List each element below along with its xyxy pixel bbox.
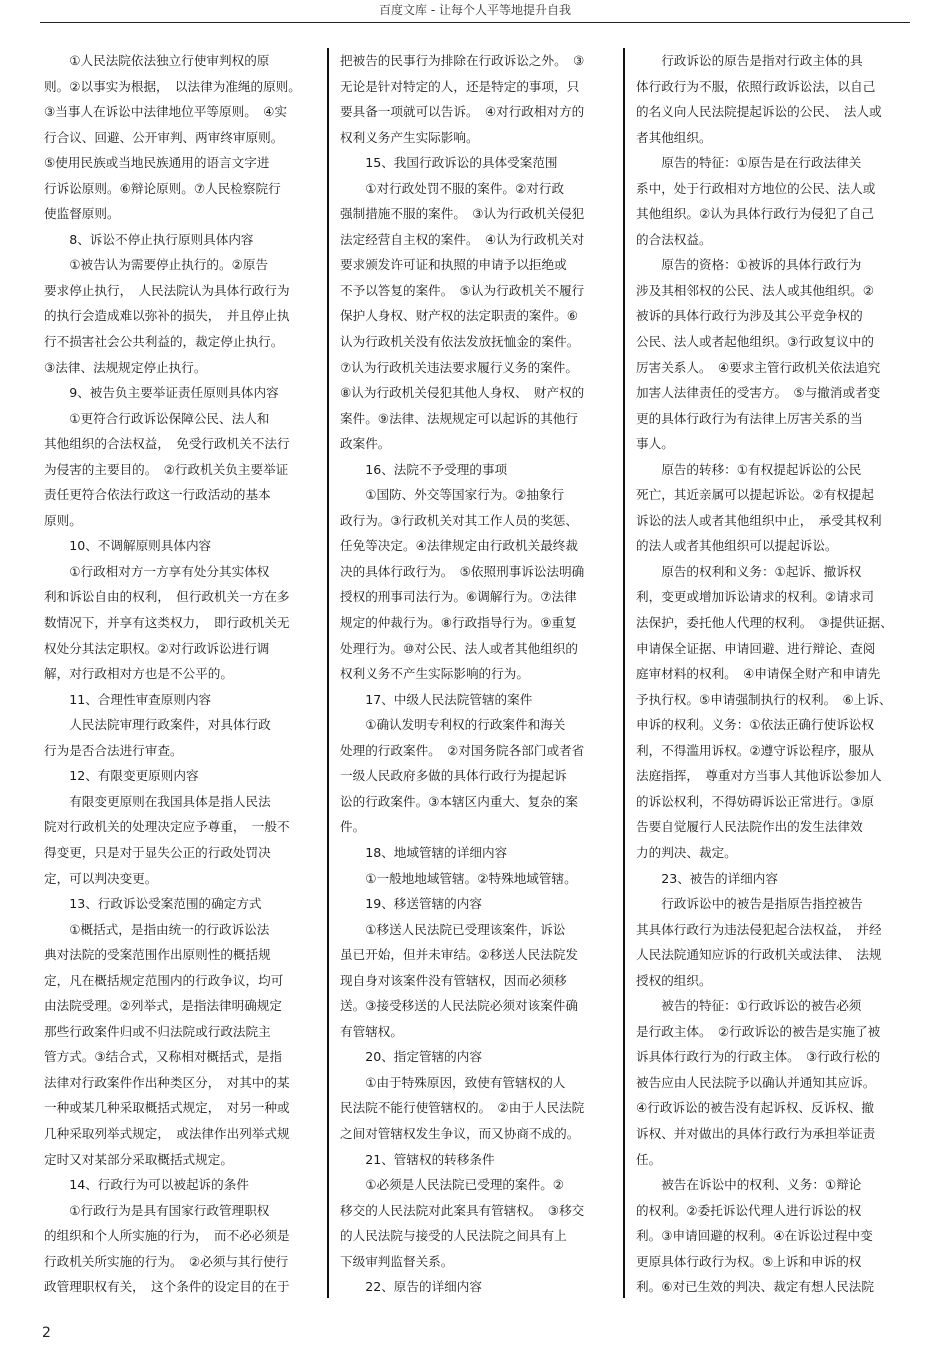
text-line: 一级人民政府多做的具体行政行为提起诉 — [340, 768, 567, 784]
text-line: 其他组织的合法权益， 免受行政机关不法行 — [44, 436, 290, 452]
text-line: 13、行政诉讼受案范围的确定方式 — [44, 896, 262, 912]
text-line: 诉权、并对做出的具体行政行为承担举证责 — [636, 1125, 876, 1141]
text-line: 行为是否合法进行审查。 — [44, 742, 183, 758]
text-line: 人民法院审理行政案件，对具体行政 — [44, 717, 271, 733]
text-line: ①人民法院依法独立行使审判权的原 — [44, 53, 270, 68]
text-line: 的执行会造成难以弥补的损失， 并且停止执 — [44, 308, 290, 324]
text-line: 10、不调解原则具体内容 — [44, 538, 212, 554]
text-line: 讼的行政案件。③本辖区内重大、复杂的案 — [340, 793, 578, 809]
text-line: 保护人身权、财产权的法定职责的案件。⑥ — [340, 308, 578, 324]
text-line: ①更符合行政诉讼保障公民、法人和 — [44, 410, 270, 426]
text-line: 17、中级人民法院管辖的案件 — [340, 691, 533, 707]
text-line: 原告的资格：①被诉的具体行政行为 — [636, 257, 862, 273]
text-line: 法律对行政案件作出种类区分， 对其中的某 — [44, 1074, 290, 1090]
text-line: 送。③接受移送的人民法院必须对该案件确 — [340, 998, 578, 1014]
text-line: 要求停止执行， 人民法院认为具体行政行为 — [44, 282, 290, 298]
text-line: 使监督原则。 — [44, 206, 120, 222]
text-line: 虽已开始，但并未审结。②移送人民法院发 — [340, 947, 578, 963]
text-line: 那些行政案件归或不归法院或行政法院主 — [44, 1023, 271, 1039]
text-line: 的名义向人民法院提起诉讼的公民、 法人或 — [636, 104, 882, 120]
text-line: ⑧认为行政机关侵犯其他人身权、 财产权的 — [340, 385, 585, 401]
text-line: 强制措施不服的案件。 ③认为行政机关侵犯 — [340, 206, 585, 222]
text-line: 管方式。③结合式，又称相对概括式，是指 — [44, 1049, 282, 1065]
text-line: 解，对行政相对方也是不公平的。 — [44, 666, 233, 682]
text-line: 18、地域管辖的详细内容 — [340, 844, 508, 860]
text-line: 有限变更原则在我国具体是指人民法 — [44, 793, 271, 809]
text-line: 规定的仲裁行为。⑧行政指导行为。⑨重复 — [340, 615, 577, 631]
text-line: 的组织和个人所实施的行为， 而不必必须是 — [44, 1228, 290, 1244]
text-line: 任免等决定。④法律规定由行政机关最终裁 — [340, 538, 578, 554]
text-line: 数情况下，并享有这类权力， 即行政机关无 — [44, 615, 290, 631]
text-line: ①国防、外交等国家行为。②抽象行 — [340, 487, 565, 503]
text-line: 21、管辖权的转移条件 — [340, 1151, 495, 1167]
text-line: 被告应由人民法院予以确认并通知其应诉。 — [636, 1074, 876, 1090]
text-line: 院对行政机关的处理决定应予尊重， 一般不 — [44, 819, 290, 835]
text-line: ①行政行为是具有国家行政管理职权 — [44, 1202, 270, 1218]
text-line: 14、行政行为可以被起诉的条件 — [44, 1177, 249, 1193]
text-line: 力的判决、裁定。 — [636, 844, 737, 860]
text-line: 申请保全证据、申请回避、进行辩论、查阅 — [636, 640, 876, 656]
text-line: 授权的刑事司法行为。⑥调解行为。⑦法律 — [340, 589, 577, 605]
text-line: 22、原告的详细内容 — [340, 1279, 482, 1295]
text-line: 被诉的具体行政行为涉及其公平竞争权的 — [636, 308, 863, 324]
text-column-3 — [636, 48, 912, 1300]
text-line: 是行政主体。 ②行政诉讼的被告是实施了被 — [636, 1023, 881, 1039]
text-line: 更的具体行政行为有法律上厉害关系的当 — [636, 410, 863, 426]
text-line: 9、被告负主要举证责任原则具体内容 — [44, 385, 279, 401]
text-line: 厉害关系人。 ④要求主管行政机关依法追究 — [636, 359, 881, 375]
text-line: ①由于特殊原因，致使有管辖权的人 — [340, 1074, 566, 1090]
text-line: 要具备一项就可以告诉。 ④对行政相对方的 — [340, 104, 585, 120]
text-line: 行合议、回避、公开审判、两审终审原则。 — [44, 129, 284, 145]
text-line: 20、指定管辖的内容 — [340, 1049, 482, 1065]
text-line: 权利义务不产生实际影响的行为。 — [340, 666, 529, 682]
text-line: 几种采取列举式规定， 或法律作出列举式规 — [44, 1125, 290, 1141]
text-line: ⑦认为行政机关违法要求履行义务的案件。 — [340, 359, 578, 375]
text-line: 19、移送管辖的内容 — [340, 896, 482, 912]
text-line: ①移送人民法院已受理该案件，诉讼 — [340, 921, 566, 937]
text-line: 的权利。②委托诉讼代理人进行诉讼的权 — [636, 1202, 862, 1218]
text-line: ③当事人在诉讼中法律地位平等原则。 ④实 — [44, 104, 287, 120]
text-line: 处理的行政案件。 ②对国务院各部门或者省 — [340, 742, 585, 758]
text-line: 加害人法律责任的受害方。 ⑤与撤消或者变 — [636, 385, 881, 401]
text-line: 利。⑥对已生效的判决、裁定有想人民法院 — [636, 1279, 874, 1295]
page-header: 百度文库 - 让每个人平等地提升自我 — [40, 0, 910, 23]
text-line: 下级审判监督关系。 — [340, 1253, 454, 1269]
text-line: 任。 — [636, 1151, 662, 1167]
text-line: 行不损害社会公共利益的，裁定停止执行。 — [44, 334, 284, 350]
text-line: 11、合理性审查原则内容 — [44, 691, 212, 707]
text-line: 予执行权。⑤申请强制执行的权利。 ⑥上诉、 — [636, 691, 892, 707]
text-line: ⑤使用民族或当地民族通用的语言文字进 — [44, 155, 270, 171]
text-line: 原告的权利和义务：①起诉、撤诉权 — [636, 563, 862, 579]
text-line: 典对法院的受案范围作出原则性的概括规 — [44, 947, 271, 963]
text-line: 的人民法院与接受的人民法院之间具有上 — [340, 1228, 567, 1244]
text-line: 要求颁发许可证和执照的申请予以拒绝或 — [340, 257, 567, 273]
text-line: 23、被告的详细内容 — [636, 870, 778, 886]
text-line: 利，变更或增加诉讼请求的权利。②请求司 — [636, 589, 874, 605]
text-line: 庭审材料的权利。 ④申请保全财产和申请先 — [636, 666, 881, 682]
text-line: 其他组织。②认为具体行政行为侵犯了自己 — [636, 206, 874, 222]
text-line: 16、法院不予受理的事项 — [340, 461, 508, 477]
text-line: 无论是针对特定的人，还是特定的事项，只 — [340, 78, 580, 94]
text-line: 原告的特征：①原告是在行政法律关 — [636, 155, 862, 171]
text-line: 认为行政机关没有依法发放抚恤金的案件。 — [340, 334, 580, 350]
text-line: ①概括式，是指由统一的行政诉讼法 — [44, 921, 270, 937]
text-line: 定，凡在概括规定范围内的行政争议，均可 — [44, 972, 284, 988]
text-line: 法庭指挥， 尊重对方当事人其他诉讼参加人 — [636, 768, 882, 784]
text-line: 事人。 — [636, 436, 674, 452]
text-line: 行诉讼原则。⑥辩论原则。⑦人民检察院行 — [44, 180, 281, 196]
text-line: 利。③申请回避的权利。④在诉讼过程中变 — [636, 1228, 873, 1244]
text-line: 诉讼的法人或者其他组织中止， 承受其权利 — [636, 512, 882, 528]
text-line: ④行政诉讼的被告没有起诉权、反诉权、撤 — [636, 1100, 874, 1116]
text-line: 权利义务产生实际影响。 — [340, 129, 479, 145]
text-line: 的诉讼权利，不得妨碍诉讼正常进行。③原 — [636, 793, 874, 809]
text-line: 行政诉讼中的被告是指原告指控被告 — [636, 896, 863, 912]
text-line: 告要自觉履行人民法院作出的发生法律效 — [636, 819, 863, 835]
text-line: 定时又对某部分采取概括式规定。 — [44, 1151, 233, 1167]
text-line: 件。 — [340, 819, 366, 835]
text-line: 法保护，委托他人代理的权利。 ③提供证据、 — [636, 615, 893, 631]
column-divider — [623, 48, 625, 1298]
text-line: 被告的特征：①行政诉讼的被告必须 — [636, 998, 862, 1014]
page-number: 2 — [42, 1325, 51, 1341]
text-line: 定，可以判决变更。 — [44, 870, 158, 886]
text-line: 申诉的权利。义务：①依法正确行使诉讼权 — [636, 717, 874, 733]
text-column-2 — [340, 48, 616, 1300]
text-line: 系中，处于行政相对方地位的公民、法人或 — [636, 180, 876, 196]
text-line: 的法人或者其他组织可以提起诉讼。 — [636, 538, 838, 554]
text-line: 诉具体行政行为的行政主体。 ③行政行松的 — [636, 1049, 881, 1065]
text-line: 政案件。 — [340, 436, 391, 452]
text-line: 民法院不能行使管辖权的。 ②由于人民法院 — [340, 1100, 585, 1116]
text-line: 决的具体行政行为。 ⑤依照刑事诉讼法明确 — [340, 563, 585, 579]
text-line: 则。②以事实为根据， 以法律为准绳的原则。 — [44, 78, 301, 94]
text-line: ③法律、法规规定停止执行。 — [44, 359, 207, 375]
text-line: ①必须是人民法院已受理的案件。② — [340, 1177, 565, 1193]
text-line: 一种或某几种采取概括式规定， 对另一种或 — [44, 1100, 290, 1116]
text-line: 案件。⑨法律、法规规定可以起诉的其他行 — [340, 410, 578, 426]
text-line: 其具体行政行为违法侵犯起合法权益， 并经 — [636, 921, 882, 937]
text-line: ①行政相对方一方享有处分其实体权 — [44, 563, 270, 579]
text-line: 不予以答复的案件。 ⑤认为行政机关不履行 — [340, 282, 585, 298]
text-line: 政行为。③行政机关对其工作人员的奖惩、 — [340, 512, 578, 528]
text-line: 有管辖权。 — [340, 1023, 403, 1039]
text-line: 法定经营自主权的案件。 ④认为行政机关对 — [340, 231, 585, 247]
text-line: 8、诉讼不停止执行原则具体内容 — [44, 231, 254, 247]
text-line: 15、我国行政诉讼的具体受案范围 — [340, 155, 558, 171]
text-line: 死亡，其近亲属可以提起诉讼。②有权提起 — [636, 487, 874, 503]
text-line: 为侵害的主要目的。 ②行政机关负主要举证 — [44, 461, 289, 477]
text-line: 政管理职权有关， 这个条件的设定目的在于 — [44, 1279, 290, 1295]
text-line: 人民法院通知应诉的行政机关或法律、 法规 — [636, 947, 882, 963]
text-line: 者其他组织。 — [636, 129, 712, 145]
text-line: 把被告的民事行为排除在行政诉讼之外。 ③ — [340, 53, 585, 68]
text-line: 移交的人民法院对此案具有管辖权。 ③移交 — [340, 1202, 585, 1218]
text-line: 体行政行为不服，依照行政诉讼法，以自己 — [636, 78, 876, 94]
text-line: 利和诉讼自由的权利， 但行政机关一方在多 — [44, 589, 290, 605]
text-column-1 — [44, 48, 320, 1300]
text-line: 的合法权益。 — [636, 231, 712, 247]
text-line: 利，不得滥用诉权。②遵守诉讼程序，服从 — [636, 742, 874, 758]
text-line: 涉及其相邻权的公民、法人或其他组织。② — [636, 282, 874, 298]
column-divider — [327, 48, 329, 1298]
text-line: ①确认发明专利权的行政案件和海关 — [340, 717, 566, 733]
text-line: 授权的组织。 — [636, 972, 712, 988]
text-line: 得变更，只是对于显失公正的行政处罚决 — [44, 844, 271, 860]
text-line: 原则。 — [44, 512, 82, 528]
text-line: 更原具体行政行为权。⑤上诉和申诉的权 — [636, 1253, 862, 1269]
text-line: ①被告认为需要停止执行的。②原告 — [44, 257, 269, 273]
text-line: 公民、法人或者起他组织。③行政复议中的 — [636, 334, 874, 350]
text-line: 处理行为。⑩对公民、法人或者其他组织的 — [340, 640, 578, 656]
text-line: 权处分其法定职权。②对行政诉讼进行调 — [44, 640, 270, 656]
text-line: 12、有限变更原则内容 — [44, 768, 199, 784]
text-line: ①一般地地域管辖。②特殊地域管辖。 — [340, 870, 577, 886]
text-line: ①对行政处罚不服的案件。②对行政 — [340, 180, 565, 196]
text-line: 责任更符合依法行政这一行政活动的基本 — [44, 487, 271, 503]
text-line: 行政机关所实施的行为。 ②必须与其行使行 — [44, 1253, 289, 1269]
text-line: 行政诉讼的原告是指对行政主体的具 — [636, 53, 863, 68]
text-line: 被告在诉讼中的权利、义务：①辩论 — [636, 1177, 862, 1193]
text-line: 现自身对该案件没有管辖权，因而必须移 — [340, 972, 567, 988]
text-line: 原告的转移：①有权提起诉讼的公民 — [636, 461, 862, 477]
text-line: 由法院受理。②列举式，是指法律明确规定 — [44, 998, 282, 1014]
text-line: 之间对管辖权发生争议，而又协商不成的。 — [340, 1125, 580, 1141]
